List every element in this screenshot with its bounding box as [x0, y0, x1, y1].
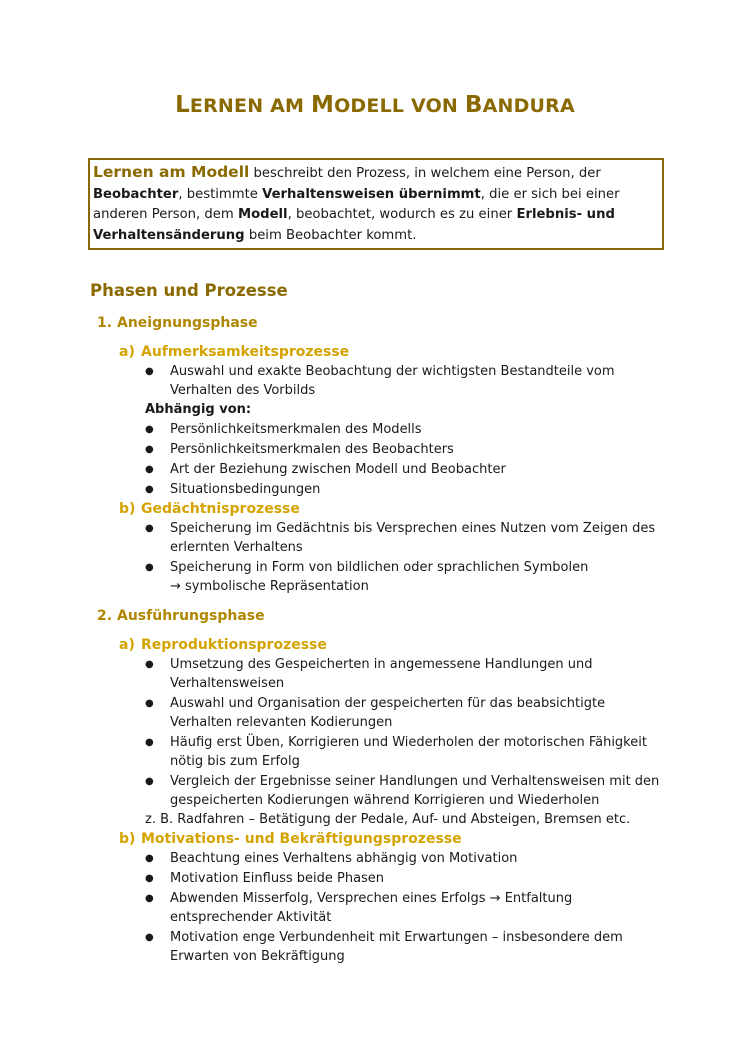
process-heading	[119, 831, 462, 847]
process-letter: b)	[119, 831, 136, 847]
bullet-icon: ●	[145, 737, 154, 748]
list-item-text: Art der Beziehung zwischen Modell und Beobachter	[170, 462, 506, 477]
definition-bold: Verhaltensweisen übernimmt	[262, 186, 481, 202]
list-item-text: Häufig erst Üben, Korrigieren und Wiederholen der motorischen Fähigkeit nötig bis zum Erfolg	[170, 735, 647, 769]
list-item	[145, 850, 665, 869]
list-item	[145, 461, 665, 480]
phase-number: 1.	[97, 315, 113, 331]
phase-heading	[97, 608, 265, 624]
list-item	[145, 890, 665, 927]
process-letter: b)	[119, 501, 136, 517]
definition-box	[88, 158, 664, 250]
list-item	[145, 929, 665, 966]
bullet-icon: ●	[145, 932, 154, 943]
list-item	[145, 363, 665, 400]
definition-bold: Erlebnis- und Verhaltensänderung	[93, 207, 615, 243]
depends-label: Abhängig von:	[145, 402, 252, 417]
list-item	[145, 559, 665, 578]
bullet-icon: ●	[145, 444, 154, 455]
bullet-icon: ●	[145, 484, 154, 495]
title-part: ANDURA	[482, 95, 575, 117]
definition-lead: Lernen am Modell	[93, 163, 250, 181]
example-line: z. B. Radfahren – Betätigung der Pedale, Auf- und Absteigen, Bremsen etc.	[145, 812, 631, 827]
bullet-icon: ●	[145, 523, 154, 534]
process-heading	[119, 637, 327, 653]
bullet-icon: ●	[145, 873, 154, 884]
definition-text: beschreibt den Prozess, in welchem eine Person, der	[249, 166, 601, 181]
list-item-text: Speicherung in Form von bildlichen oder sprachlichen Symbolen	[170, 560, 589, 575]
list-item	[145, 773, 665, 810]
process-letter: a)	[119, 637, 135, 653]
list-item-text: Beachtung eines Verhaltens abhängig von Motivation	[170, 851, 518, 866]
list-item-text: Auswahl und exakte Beobachtung der wichtigsten Bestandteile vom Verhalten des Vorbilds	[170, 364, 615, 398]
list-item-text: Persönlichkeitsmerkmalen des Beobachters	[170, 442, 454, 457]
bullet-icon: ●	[145, 464, 154, 475]
definition-text: , die er sich bei einer anderen Person, dem	[93, 186, 620, 223]
bullet-icon: ●	[145, 366, 154, 377]
bullet-icon: ●	[145, 698, 154, 709]
title-part: ODELL VON	[334, 95, 465, 117]
list-item	[145, 695, 665, 732]
list-item	[145, 481, 665, 500]
list-item-text: Situationsbedingungen	[170, 482, 321, 497]
list-item-text: Umsetzung des Gespeicherten in angemessene Handlungen und Verhaltensweisen	[170, 657, 593, 691]
list-item-text: Motivation enge Verbundenheit mit Erwartungen – insbesondere dem Erwarten von Bekräftigung	[170, 930, 623, 964]
definition-text: beim Beobachter kommt.	[244, 227, 417, 243]
process-title: Reproduktionsprozesse	[141, 637, 327, 653]
definition-bold: Modell	[237, 207, 288, 223]
phase-heading	[97, 315, 258, 331]
arrow-line: → symbolische Repräsentation	[170, 579, 369, 594]
definition-text: , bestimmte	[178, 186, 263, 202]
process-title: Motivations- und Bekräftigungsprozesse	[141, 831, 462, 847]
list-item-text: Speicherung im Gedächtnis bis Versprechen eines Nutzen vom Zeigen des erlernten Verhaltens	[170, 521, 656, 555]
bullet-icon: ●	[145, 562, 154, 573]
section-title: Phasen und Prozesse	[90, 281, 288, 300]
list-item-text: Vergleich der Ergebnisse seiner Handlungen und Verhaltensweisen mit den gespeicherten Kodierungen während Korrigieren und Wiederholen	[170, 774, 660, 808]
phase-number: 2.	[97, 608, 113, 624]
bullet-icon: ●	[145, 424, 154, 435]
list-item	[145, 441, 665, 460]
process-letter: a)	[119, 344, 135, 360]
list-item	[145, 734, 665, 771]
process-title: Gedächtnisprozesse	[141, 501, 300, 517]
list-item-text: Motivation Einfluss beide Phasen	[170, 871, 385, 886]
list-item	[145, 520, 665, 557]
bullet-icon: ●	[145, 659, 154, 670]
list-item	[145, 421, 665, 440]
definition-text: , beobachtet, wodurch es zu einer	[287, 207, 517, 223]
list-item-text: Persönlichkeitsmerkmalen des Modells	[170, 422, 422, 437]
list-item	[145, 870, 665, 889]
phase-title: Aneignungsphase	[117, 315, 258, 331]
title-part: L	[175, 92, 190, 118]
bullet-icon: ●	[145, 853, 154, 864]
title-part: ERNEN AM	[189, 95, 311, 117]
process-title: Aufmerksamkeitsprozesse	[141, 344, 350, 360]
list-item-text: Abwenden Misserfolg, Versprechen eines Erfolgs → Entfaltung entsprechender Aktivität	[170, 891, 573, 925]
title-part: B	[464, 92, 483, 118]
list-item	[145, 656, 665, 693]
page-title	[0, 92, 750, 118]
title-part: M	[310, 92, 335, 118]
bullet-icon: ●	[145, 893, 154, 904]
process-heading	[119, 344, 349, 360]
process-heading	[119, 501, 300, 517]
phase-title: Ausführungsphase	[117, 608, 265, 624]
definition-bold: Beobachter	[93, 186, 179, 202]
list-item-text: Auswahl und Organisation der gespeicherten für das beabsichtigte Verhalten relevanten Kodierungen	[170, 696, 606, 730]
bullet-icon: ●	[145, 776, 154, 787]
